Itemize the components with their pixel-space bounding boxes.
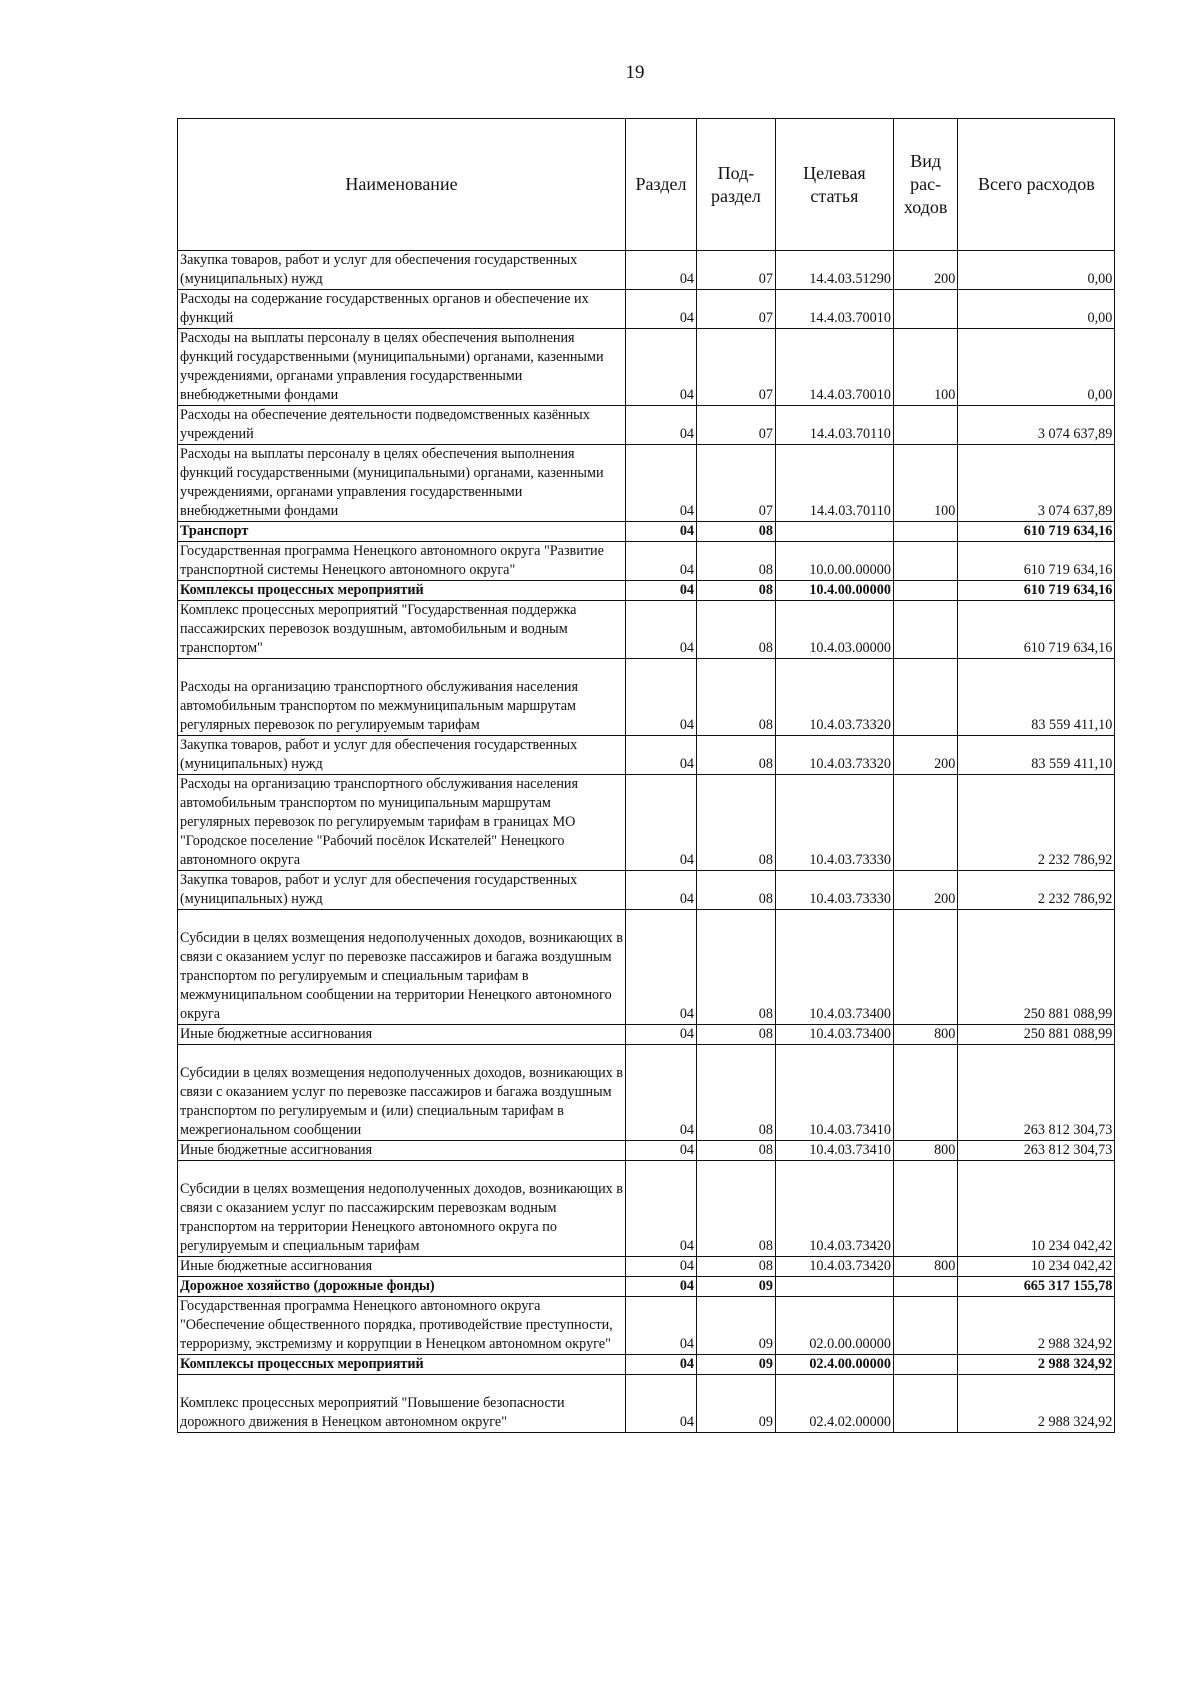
- row-name: Расходы на организацию транспортного обслуживания населения автомобильным транспортом по муниципальным маршрутам регулярных перевозок по регулируемым тарифам в границах МО "Городское поселение "Рабочий посёлок Искателей" Ненецкого автономного округа: [178, 775, 626, 871]
- row-subsection: 08: [697, 775, 776, 871]
- row-expense-type: [893, 581, 957, 601]
- table-row: [178, 1161, 1115, 1257]
- row-target: 02.4.00.00000: [775, 1355, 893, 1375]
- row-total: 250 881 088,99: [958, 1025, 1115, 1045]
- table-row: [178, 1375, 1115, 1433]
- row-total: 263 812 304,73: [958, 1045, 1115, 1141]
- row-total: 83 559 411,10: [958, 736, 1115, 775]
- header-row: [178, 119, 1115, 251]
- row-name: Государственная программа Ненецкого автономного округа "Развитие транспортной системы Ненецкого автономного округа": [178, 542, 626, 581]
- row-expense-type: 200: [893, 251, 957, 290]
- row-expense-type: [893, 290, 957, 329]
- row-name: Субсидии в целях возмещения недополученных доходов, возникающих в связи с оказанием услуг по пассажирским перевозкам водным транспортом на территории Ненецкого автономного округа по регулируемым и специальным тарифам: [178, 1161, 626, 1257]
- row-target: 14.4.03.70010: [775, 290, 893, 329]
- table-row: [178, 406, 1115, 445]
- row-target: 10.4.03.73330: [775, 871, 893, 910]
- row-expense-type: [893, 1297, 957, 1355]
- row-name: Субсидии в целях возмещения недополученных доходов, возникающих в связи с оказанием услуг по перевозке пассажиров и багажа воздушным транспортом по регулируемым и (или) специальным тарифам в межрегиональном сообщении: [178, 1045, 626, 1141]
- row-subsection: 08: [697, 871, 776, 910]
- row-subsection: 08: [697, 1161, 776, 1257]
- row-name: Закупка товаров, работ и услуг для обеспечения государственных (муниципальных) нужд: [178, 736, 626, 775]
- row-target: 10.4.03.73410: [775, 1045, 893, 1141]
- row-section: 04: [626, 1375, 697, 1433]
- row-name: Расходы на выплаты персоналу в целях обеспечения выполнения функций государственными (муниципальными) органами, казенными учреждениями, органами управления государственными внебюджетными фондами: [178, 329, 626, 406]
- row-expense-type: [893, 1277, 957, 1297]
- row-section: 04: [626, 910, 697, 1025]
- row-target: 14.4.03.70010: [775, 329, 893, 406]
- row-section: 04: [626, 1045, 697, 1141]
- row-name: Комплекс процессных мероприятий "Повышение безопасности дорожного движения в Ненецком автономном округе": [178, 1375, 626, 1433]
- page-number: 19: [625, 62, 645, 83]
- row-name: Субсидии в целях возмещения недополученных доходов, возникающих в связи с оказанием услуг по перевозке пассажиров и багажа воздушным транспортом по регулируемым и специальным тарифам в межмуниципальном сообщении на территории Ненецкого автономного округа: [178, 910, 626, 1025]
- row-total: 0,00: [958, 290, 1115, 329]
- row-section: 04: [626, 522, 697, 542]
- row-total: 83 559 411,10: [958, 659, 1115, 736]
- header-name: Наименование: [178, 119, 626, 251]
- table-body: [178, 251, 1115, 1433]
- table-row: [178, 775, 1115, 871]
- row-subsection: 08: [697, 910, 776, 1025]
- row-name: Расходы на содержание государственных органов и обеспечение их функций: [178, 290, 626, 329]
- row-name: Транспорт: [178, 522, 626, 542]
- row-total: 0,00: [958, 251, 1115, 290]
- row-section: 04: [626, 290, 697, 329]
- row-subsection: 07: [697, 329, 776, 406]
- table-row: [178, 581, 1115, 601]
- row-expense-type: 800: [893, 1141, 957, 1161]
- row-section: 04: [626, 1025, 697, 1045]
- row-name: Иные бюджетные ассигнования: [178, 1141, 626, 1161]
- row-total: 610 719 634,16: [958, 601, 1115, 659]
- row-subsection: 07: [697, 406, 776, 445]
- row-section: 04: [626, 659, 697, 736]
- row-section: 04: [626, 406, 697, 445]
- row-expense-type: [893, 775, 957, 871]
- table-row: [178, 1045, 1115, 1141]
- row-total: 10 234 042,42: [958, 1257, 1115, 1277]
- table-row: [178, 251, 1115, 290]
- table-row: [178, 1025, 1115, 1045]
- row-section: 04: [626, 581, 697, 601]
- row-section: 04: [626, 1355, 697, 1375]
- row-target: 14.4.03.70110: [775, 406, 893, 445]
- row-total: 0,00: [958, 329, 1115, 406]
- row-section: 04: [626, 1141, 697, 1161]
- table-row: [178, 522, 1115, 542]
- row-name: Комплексы процессных мероприятий: [178, 1355, 626, 1375]
- row-expense-type: 200: [893, 871, 957, 910]
- row-expense-type: 800: [893, 1257, 957, 1277]
- row-expense-type: [893, 406, 957, 445]
- row-name: Расходы на организацию транспортного обслуживания населения автомобильным транспортом по межмуниципальным маршрутам регулярных перевозок по регулируемым тарифам: [178, 659, 626, 736]
- row-target: 10.4.03.73410: [775, 1141, 893, 1161]
- row-target: 10.4.03.73320: [775, 659, 893, 736]
- row-expense-type: [893, 910, 957, 1025]
- row-name: Расходы на выплаты персоналу в целях обеспечения выполнения функций государственными (муниципальными) органами, казенными учреждениями, органами управления государственными внебюджетными фондами: [178, 445, 626, 522]
- row-section: 04: [626, 1257, 697, 1277]
- row-total: 3 074 637,89: [958, 445, 1115, 522]
- row-subsection: 07: [697, 251, 776, 290]
- row-total: 10 234 042,42: [958, 1161, 1115, 1257]
- row-total: 2 232 786,92: [958, 871, 1115, 910]
- row-subsection: 08: [697, 659, 776, 736]
- row-name: Закупка товаров, работ и услуг для обеспечения государственных (муниципальных) нужд: [178, 251, 626, 290]
- row-section: 04: [626, 329, 697, 406]
- row-total: 263 812 304,73: [958, 1141, 1115, 1161]
- budget-table: [177, 118, 1115, 1433]
- table-row: [178, 445, 1115, 522]
- row-total: 2 988 324,92: [958, 1297, 1115, 1355]
- row-section: 04: [626, 1297, 697, 1355]
- row-section: 04: [626, 251, 697, 290]
- row-expense-type: [893, 601, 957, 659]
- row-target: 14.4.03.51290: [775, 251, 893, 290]
- row-target: 10.4.03.73400: [775, 1025, 893, 1045]
- row-section: 04: [626, 1277, 697, 1297]
- row-name: Комплексы процессных мероприятий: [178, 581, 626, 601]
- row-section: 04: [626, 736, 697, 775]
- row-subsection: 07: [697, 445, 776, 522]
- row-expense-type: 200: [893, 736, 957, 775]
- table-row: [178, 871, 1115, 910]
- row-section: 04: [626, 601, 697, 659]
- table-row: [178, 1297, 1115, 1355]
- row-total: 2 232 786,92: [958, 775, 1115, 871]
- row-name: Закупка товаров, работ и услуг для обеспечения государственных (муниципальных) нужд: [178, 871, 626, 910]
- row-total: 610 719 634,16: [958, 542, 1115, 581]
- table-row: [178, 1257, 1115, 1277]
- row-subsection: 08: [697, 1025, 776, 1045]
- row-total: 610 719 634,16: [958, 522, 1115, 542]
- row-total: 665 317 155,78: [958, 1277, 1115, 1297]
- row-name: Дорожное хозяйство (дорожные фонды): [178, 1277, 626, 1297]
- row-name: Расходы на обеспечение деятельности подведомственных казённых учреждений: [178, 406, 626, 445]
- header-total: Всего расходов: [958, 119, 1115, 251]
- row-subsection: 08: [697, 581, 776, 601]
- row-total: 2 988 324,92: [958, 1355, 1115, 1375]
- row-total: 2 988 324,92: [958, 1375, 1115, 1433]
- row-section: 04: [626, 1161, 697, 1257]
- row-subsection: 09: [697, 1297, 776, 1355]
- row-expense-type: [893, 659, 957, 736]
- row-subsection: 09: [697, 1277, 776, 1297]
- row-expense-type: [893, 542, 957, 581]
- row-subsection: 08: [697, 1141, 776, 1161]
- row-subsection: 08: [697, 601, 776, 659]
- row-target: [775, 522, 893, 542]
- header-target: Целевая статья: [775, 119, 893, 251]
- row-subsection: 08: [697, 522, 776, 542]
- header-section: Раздел: [626, 119, 697, 251]
- row-expense-type: 800: [893, 1025, 957, 1045]
- row-expense-type: [893, 1045, 957, 1141]
- table-row: [178, 1141, 1115, 1161]
- row-expense-type: [893, 522, 957, 542]
- row-total: 3 074 637,89: [958, 406, 1115, 445]
- table-row: [178, 1277, 1115, 1297]
- row-expense-type: 100: [893, 445, 957, 522]
- row-subsection: 09: [697, 1355, 776, 1375]
- table-row: [178, 1355, 1115, 1375]
- row-target: 10.4.03.00000: [775, 601, 893, 659]
- row-total: 610 719 634,16: [958, 581, 1115, 601]
- row-subsection: 07: [697, 290, 776, 329]
- table-row: [178, 659, 1115, 736]
- row-name: Государственная программа Ненецкого автономного округа "Обеспечение общественного порядка, противодействие преступности, терроризму, экстремизму и коррупции в Ненецком автономном округе": [178, 1297, 626, 1355]
- row-subsection: 08: [697, 1257, 776, 1277]
- row-target: [775, 1277, 893, 1297]
- row-target: 10.4.03.73330: [775, 775, 893, 871]
- row-section: 04: [626, 445, 697, 522]
- table-row: [178, 290, 1115, 329]
- row-total: 250 881 088,99: [958, 910, 1115, 1025]
- row-expense-type: [893, 1161, 957, 1257]
- row-target: 10.4.03.73400: [775, 910, 893, 1025]
- table-row: [178, 329, 1115, 406]
- row-expense-type: 100: [893, 329, 957, 406]
- row-expense-type: [893, 1375, 957, 1433]
- table-row: [178, 601, 1115, 659]
- row-target: 10.4.03.73420: [775, 1161, 893, 1257]
- table-row: [178, 910, 1115, 1025]
- header-subsection: Под- раздел: [697, 119, 776, 251]
- row-section: 04: [626, 871, 697, 910]
- row-name: Иные бюджетные ассигнования: [178, 1025, 626, 1045]
- row-name: Комплекс процессных мероприятий "Государственная поддержка пассажирских перевозок воздушным, автомобильным и водным транспортом": [178, 601, 626, 659]
- row-subsection: 09: [697, 1375, 776, 1433]
- row-section: 04: [626, 775, 697, 871]
- table-row: [178, 542, 1115, 581]
- row-target: 10.4.03.73320: [775, 736, 893, 775]
- header-expense-type: Вид рас- ходов: [893, 119, 957, 251]
- row-name: Иные бюджетные ассигнования: [178, 1257, 626, 1277]
- row-target: 10.0.00.00000: [775, 542, 893, 581]
- table-row: [178, 736, 1115, 775]
- row-target: 14.4.03.70110: [775, 445, 893, 522]
- row-target: 02.4.02.00000: [775, 1375, 893, 1433]
- row-target: 10.4.00.00000: [775, 581, 893, 601]
- row-subsection: 08: [697, 1045, 776, 1141]
- row-expense-type: [893, 1355, 957, 1375]
- row-section: 04: [626, 542, 697, 581]
- row-subsection: 08: [697, 736, 776, 775]
- row-subsection: 08: [697, 542, 776, 581]
- row-target: 02.0.00.00000: [775, 1297, 893, 1355]
- row-target: 10.4.03.73420: [775, 1257, 893, 1277]
